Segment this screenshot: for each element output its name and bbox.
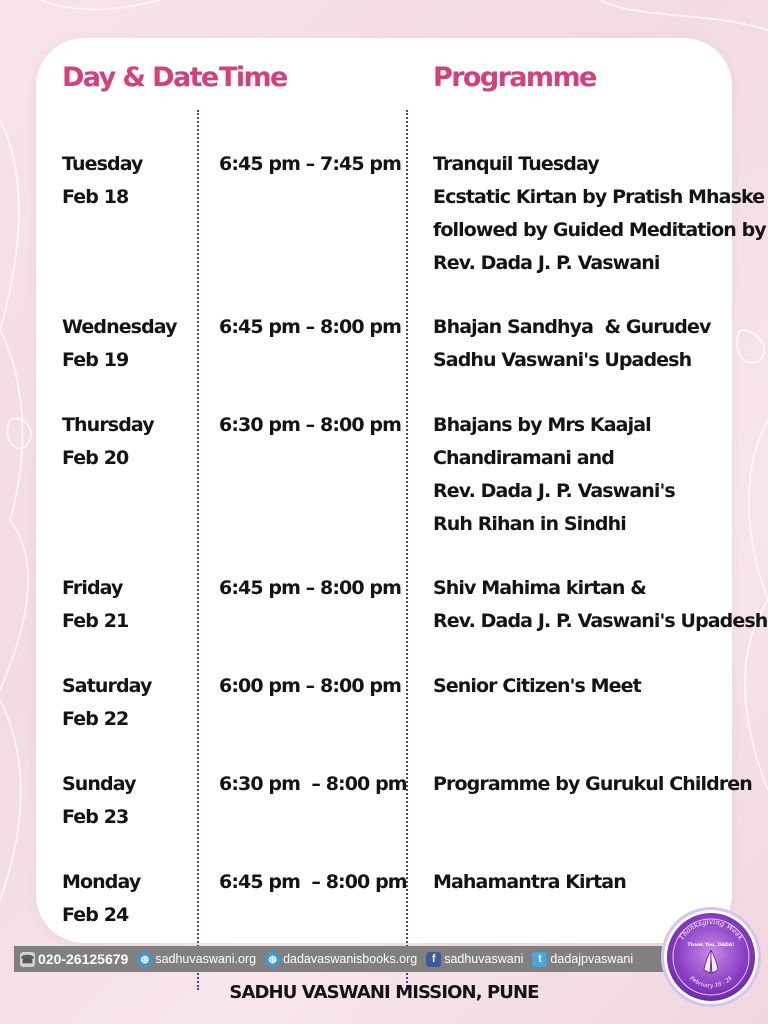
programme-cell — [433, 670, 733, 703]
programme-cell — [433, 311, 733, 377]
event-date: Feb 21 — [62, 610, 129, 632]
event-date: Feb 18 — [62, 186, 129, 208]
facebook-icon: f — [426, 952, 441, 967]
event-date: Feb 23 — [62, 806, 129, 828]
header-time: Time — [219, 62, 287, 93]
day-name: Friday — [62, 577, 123, 599]
event-date: Feb 22 — [62, 708, 129, 730]
badge-middle-text: Thank You, DADA! — [687, 943, 735, 948]
globe-icon: ⊛ — [265, 952, 280, 967]
time-cell: 6:00 pm – 8:00 pm — [219, 675, 401, 697]
day-name: Tuesday — [62, 153, 143, 175]
twitter-handle: dadajpvaswani — [550, 952, 634, 966]
day-name: Wednesday — [62, 316, 177, 338]
programme-line: Rev. Dada J. P. Vaswani's — [433, 480, 675, 502]
programme-line: Programme by Gurukul Children — [433, 773, 752, 795]
organization-name: SADHU VASWANI MISSION, PUNE — [229, 982, 539, 1003]
programme-line: Rev. Dada J. P. Vaswani — [433, 252, 660, 274]
time-cell: 6:45 pm – 8:00 pm — [219, 316, 401, 338]
day-date-cell — [62, 409, 202, 475]
programme-line: Chandiramani and — [433, 447, 614, 469]
column-divider-1 — [197, 110, 199, 990]
time-cell: 6:45 pm – 8:00 pm — [219, 871, 407, 893]
programme-line: Senior Citizen's Meet — [433, 675, 641, 697]
programme-cell — [433, 866, 733, 899]
badge-bottom-text: February 18 - 24 — [688, 975, 734, 990]
day-date-cell — [62, 148, 202, 214]
badge-top-text: Thanksgiving Week — [677, 917, 745, 942]
programme-cell — [433, 409, 733, 541]
header-day-date: Day & Date — [62, 62, 218, 93]
day-date-cell — [62, 768, 202, 834]
day-date-cell — [62, 670, 202, 736]
facebook-link[interactable] — [426, 952, 523, 967]
facebook-handle: sadhuvaswani — [444, 952, 524, 966]
programme-line: Bhajans by Mrs Kaajal — [433, 414, 651, 436]
phone-icon: ☎ — [20, 953, 35, 966]
phone-number: 020-26125679 — [38, 951, 129, 967]
programme-cell — [433, 572, 768, 638]
website-text: sadhuvaswani.org — [155, 952, 257, 966]
column-divider-2 — [406, 110, 408, 990]
programme-cell — [433, 768, 752, 801]
programme-line: Sadhu Vaswani's Upadesh — [433, 349, 692, 371]
day-date-cell — [62, 311, 202, 377]
programme-cell — [433, 148, 766, 280]
programme-line: Ruh Rihan in Sindhi — [433, 513, 626, 535]
contact-footer-bar — [14, 946, 664, 972]
programme-line: Mahamantra Kirtan — [433, 871, 626, 893]
programme-line: Rev. Dada J. P. Vaswani's Upadesh — [433, 610, 768, 632]
day-date-cell — [62, 866, 202, 932]
time-cell: 6:45 pm – 7:45 pm — [219, 153, 401, 175]
header-programme: Programme — [433, 62, 596, 93]
time-cell: 6:30 pm – 8:00 pm — [219, 414, 401, 436]
day-name: Sunday — [62, 773, 136, 795]
programme-line: Ecstatic Kirtan by Pratish Mhaske — [433, 186, 765, 208]
programme-line: Tranquil Tuesday — [433, 153, 599, 175]
books-website-link[interactable] — [265, 952, 417, 967]
globe-icon: ⊛ — [137, 952, 152, 967]
event-date: Feb 24 — [62, 904, 129, 926]
day-name: Thursday — [62, 414, 154, 436]
books-website-text: dadavaswanisbooks.org — [283, 952, 418, 966]
twitter-link[interactable] — [532, 952, 633, 967]
contact-phone — [20, 951, 128, 967]
event-date: Feb 20 — [62, 447, 129, 469]
website-link[interactable] — [137, 952, 256, 967]
programme-line: Bhajan Sandhya & Gurudev — [433, 316, 711, 338]
twitter-icon: t — [532, 952, 547, 967]
day-name: Monday — [62, 871, 141, 893]
programme-line: followed by Guided Meditation by — [433, 219, 766, 241]
day-date-cell — [62, 572, 202, 638]
programme-line: Shiv Mahima kirtan & — [433, 577, 646, 599]
day-name: Saturday — [62, 675, 152, 697]
time-cell: 6:30 pm – 8:00 pm — [219, 773, 407, 795]
event-date: Feb 19 — [62, 349, 129, 371]
time-cell: 6:45 pm – 8:00 pm — [219, 577, 401, 599]
